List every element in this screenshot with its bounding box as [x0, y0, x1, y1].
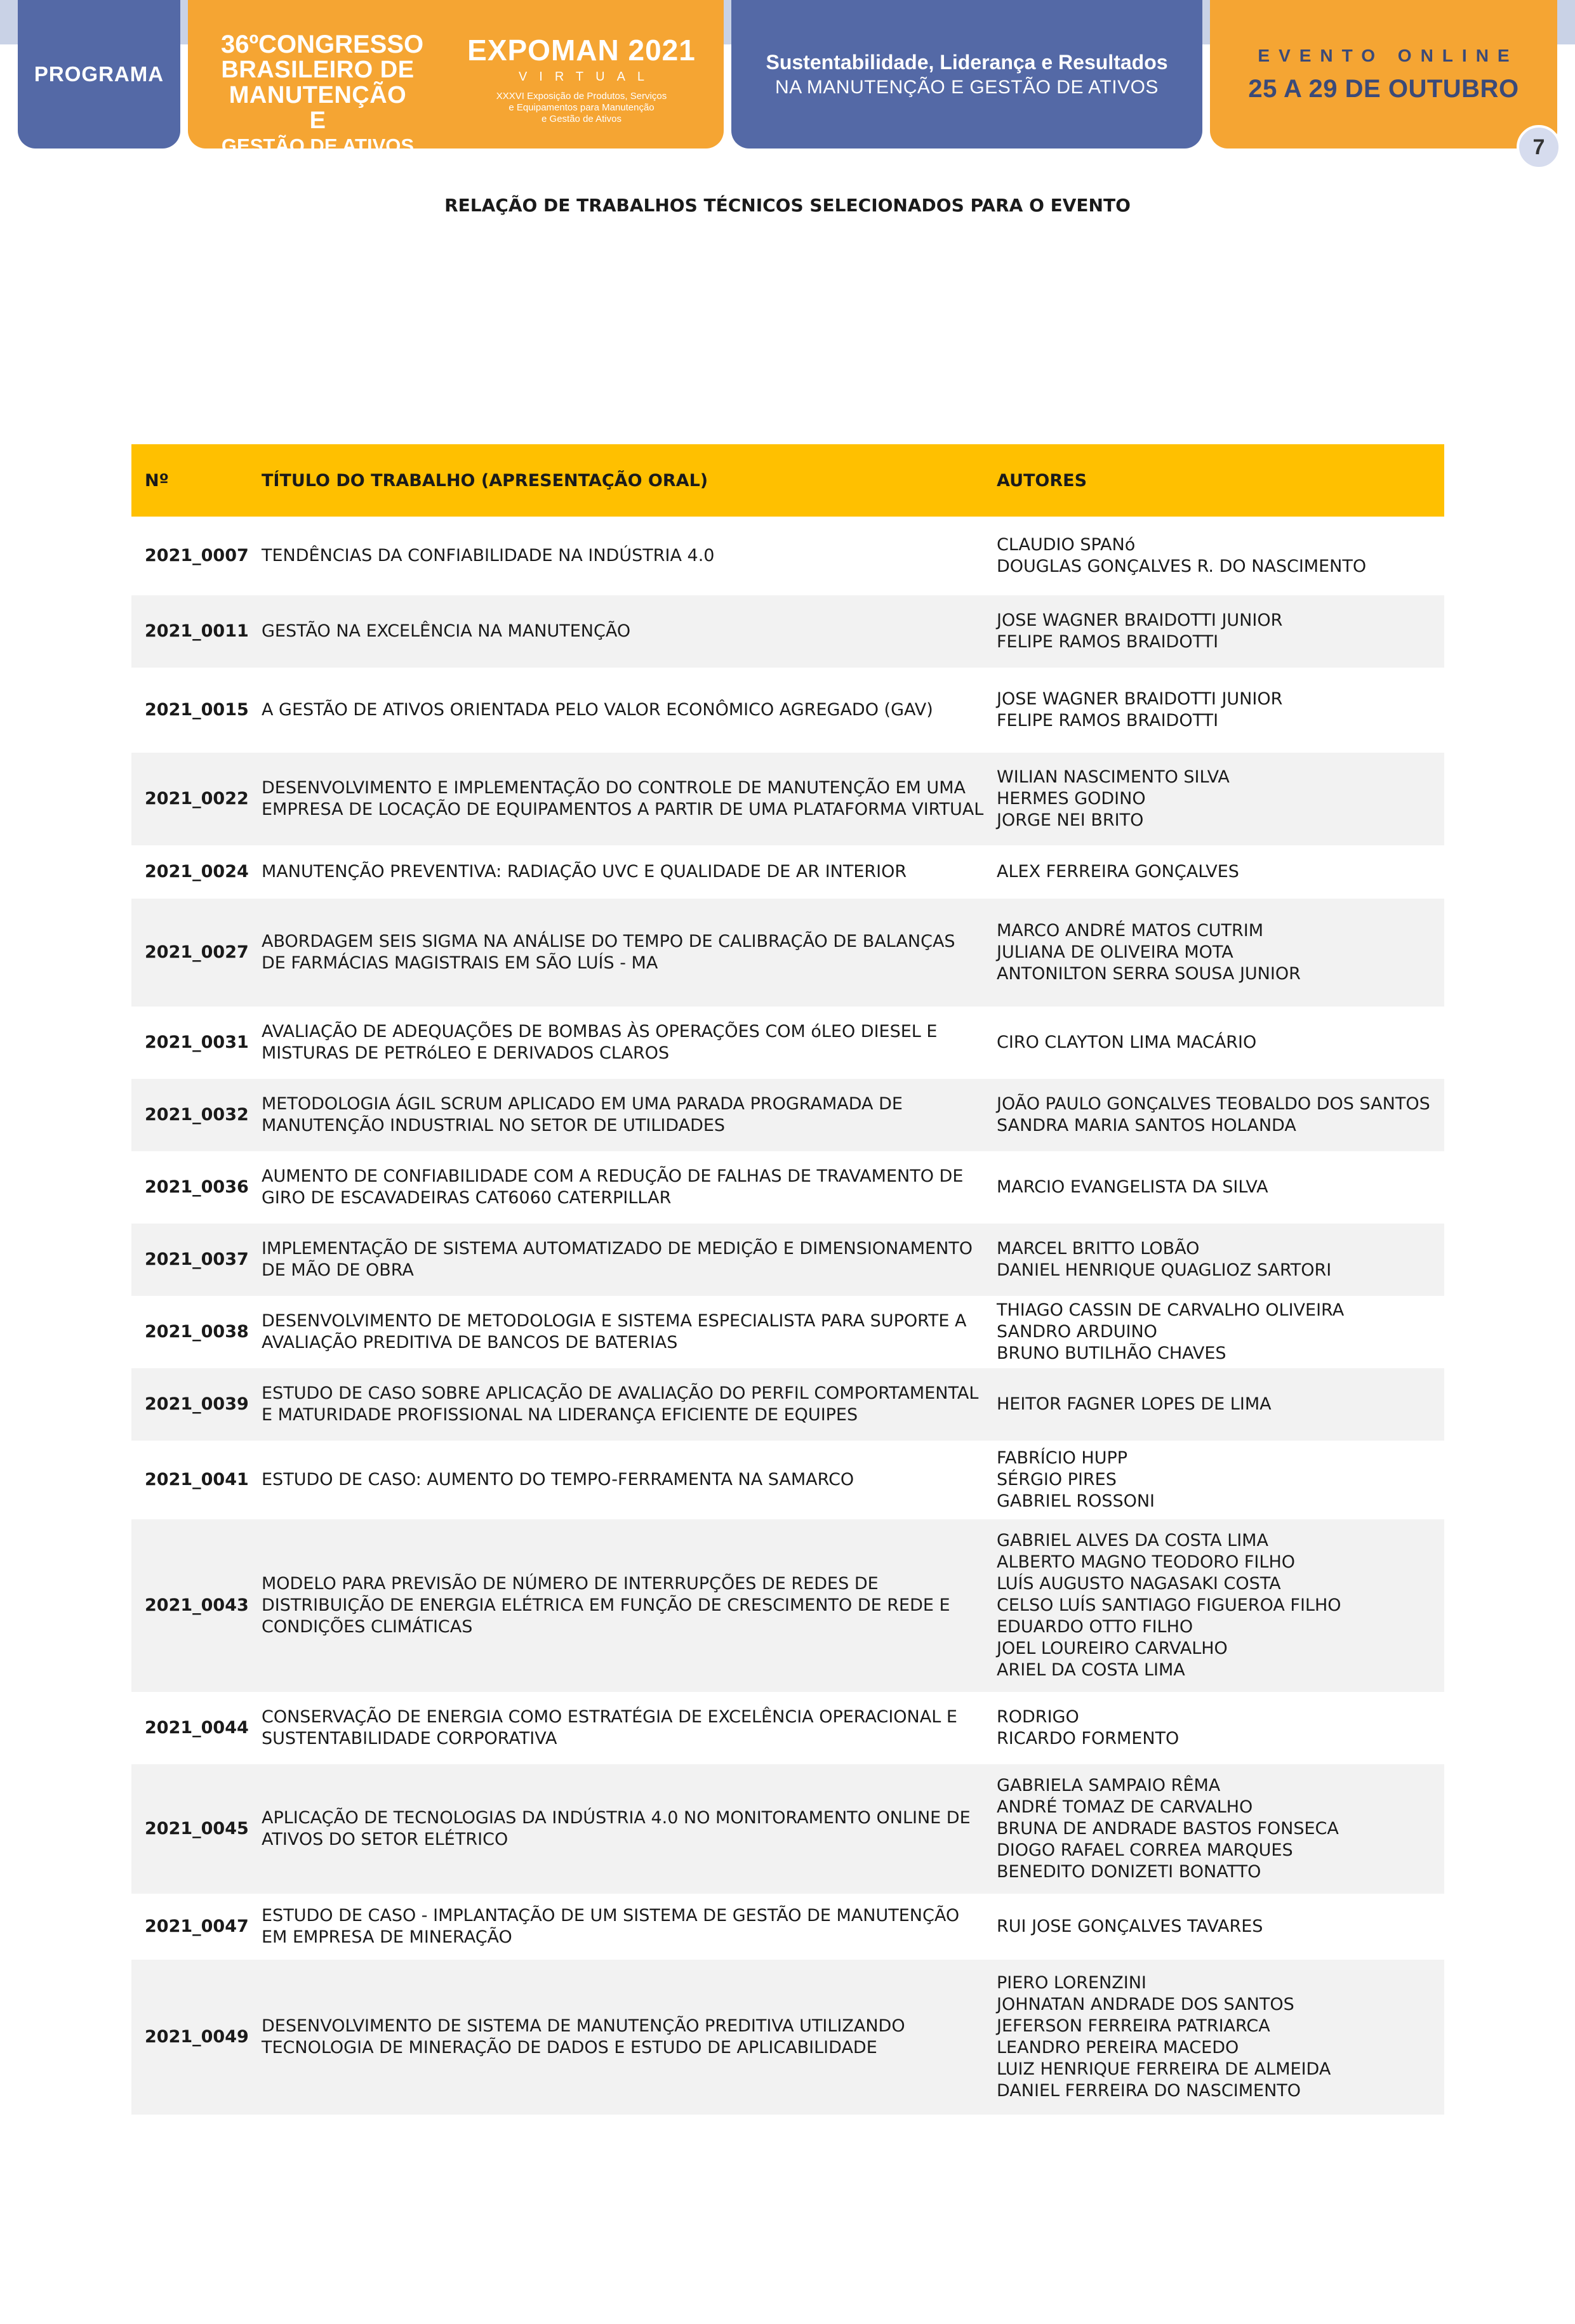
author-name: SÉRGIO PIRES: [997, 1470, 1117, 1489]
event-label: EVENTO ONLINE: [1258, 45, 1519, 65]
row-authors: [997, 920, 1444, 985]
author-name: FELIPE RAMOS BRAIDOTTI: [997, 632, 1219, 652]
author-name: JOÃO PAULO GONÇALVES TEOBALDO DOS SANTOS: [997, 1094, 1430, 1114]
author-name: RUI JOSE GONÇALVES TAVARES: [997, 1917, 1263, 1936]
table-row: [131, 1296, 1444, 1368]
programa-label: PROGRAMA: [34, 62, 164, 86]
row-number: 2021_0031: [145, 1033, 249, 1052]
row-authors: [997, 534, 1444, 578]
row-number: 2021_0041: [145, 1470, 249, 1489]
author-name: HEITOR FAGNER LOPES DE LIMA: [997, 1394, 1272, 1414]
author-name: LUIZ HENRIQUE FERREIRA DE ALMEIDA: [997, 2059, 1331, 2079]
table-row: [131, 1007, 1444, 1079]
tagline-banner: [731, 0, 1202, 149]
author-name: DANIEL HENRIQUE QUAGLIOZ SARTORI: [997, 1260, 1332, 1280]
table-row: [131, 753, 1444, 845]
author-name: SANDRO ARDUINO: [997, 1322, 1157, 1342]
table-row: [131, 1764, 1444, 1894]
row-number: 2021_0039: [145, 1394, 249, 1414]
row-title: DESENVOLVIMENTO E IMPLEMENTAÇÃO DO CONTROLE DE MANUTENÇÃO EM UMA EMPRESA DE LOCAÇÃO DE EQUIPAMENTOS A PARTIR DE UMA PLATAFORMA VIRTUAL: [262, 778, 984, 819]
author-name: GABRIEL ROSSONI: [997, 1491, 1155, 1511]
row-authors: [997, 1916, 1444, 1938]
author-name: LEANDRO PEREIRA MACEDO: [997, 2038, 1239, 2057]
row-number: 2021_0037: [145, 1250, 249, 1269]
author-name: PIERO LORENZINI: [997, 1973, 1146, 1993]
author-name: EDUARDO OTTO FILHO: [997, 1617, 1193, 1637]
header-number: Nº: [145, 470, 169, 491]
author-name: ALBERTO MAGNO TEODORO FILHO: [997, 1552, 1295, 1572]
congress-line-2: BRASILEIRO DE: [221, 56, 415, 83]
expoman-desc-line-2: e Equipamentos para Manutenção: [508, 102, 655, 113]
table-row: [131, 1079, 1444, 1151]
row-number: 2021_0043: [145, 1595, 249, 1615]
row-title: GESTÃO NA EXCELÊNCIA NA MANUTENÇÃO: [262, 621, 631, 641]
author-name: JOSE WAGNER BRAIDOTTI JUNIOR: [997, 689, 1283, 709]
author-name: SANDRA MARIA SANTOS HOLANDA: [997, 1116, 1296, 1135]
author-name: MARCEL BRITTO LOBÃO: [997, 1239, 1200, 1258]
author-name: FABRÍCIO HUPP: [997, 1448, 1128, 1468]
author-name: RICARDO FORMENTO: [997, 1729, 1180, 1748]
table-row: [131, 845, 1444, 899]
author-name: JOSE WAGNER BRAIDOTTI JUNIOR: [997, 611, 1283, 630]
author-name: LUÍS AUGUSTO NAGASAKI COSTA: [997, 1574, 1281, 1594]
row-title: ESTUDO DE CASO - IMPLANTAÇÃO DE UM SISTEMA DE GESTÃO DE MANUTENÇÃO EM EMPRESA DE MINERAÇÃO: [262, 1906, 960, 1947]
congress-line-1: 36ºCONGRESSO: [221, 30, 424, 58]
row-authors: [997, 861, 1444, 883]
table-row: [131, 1960, 1444, 2115]
row-title: METODOLOGIA ÁGIL SCRUM APLICADO EM UMA PARADA PROGRAMADA DE MANUTENÇÃO INDUSTRIAL NO SETOR DE UTILIDADES: [262, 1094, 903, 1135]
author-name: JULIANA DE OLIVEIRA MOTA: [997, 942, 1233, 962]
row-title: CONSERVAÇÃO DE ENERGIA COMO ESTRATÉGIA DE EXCELÊNCIA OPERACIONAL E SUSTENTABILIDADE CORPORATIVA: [262, 1707, 957, 1748]
expoman-desc-line-3: e Gestão de Ativos: [542, 114, 621, 124]
congress-logo-text: [221, 30, 424, 159]
works-table: [131, 444, 1444, 2115]
header-title: TÍTULO DO TRABALHO (APRESENTAÇÃO ORAL): [262, 470, 708, 491]
row-title: DESENVOLVIMENTO DE SISTEMA DE MANUTENÇÃO PREDITIVA UTILIZANDO TECNOLOGIA DE MINERAÇÃO DE DADOS E ESTUDO DE APLICABILIDADE: [262, 2016, 905, 2057]
author-name: ANDRÉ TOMAZ DE CARVALHO: [997, 1797, 1253, 1817]
table-row: [131, 668, 1444, 753]
author-name: FELIPE RAMOS BRAIDOTTI: [997, 711, 1219, 730]
author-name: ARIEL DA COSTA LIMA: [997, 1660, 1185, 1680]
row-authors: [997, 1300, 1444, 1364]
event-date-banner: [1210, 0, 1557, 149]
row-authors: [997, 1775, 1444, 1883]
row-number: 2021_0047: [145, 1917, 249, 1936]
author-name: ALEX FERREIRA GONÇALVES: [997, 862, 1239, 881]
row-authors: [997, 767, 1444, 831]
row-authors: [997, 1530, 1444, 1681]
table-row: [131, 1519, 1444, 1692]
author-name: JORGE NEI BRITO: [997, 810, 1144, 830]
row-authors: [997, 689, 1444, 732]
table-row: [131, 595, 1444, 668]
expoman-virtual: VIRTUAL: [518, 70, 657, 84]
expoman-title: EXPOMAN 2021: [467, 34, 696, 67]
author-name: BRUNO BUTILHÃO CHAVES: [997, 1344, 1226, 1363]
table-row: [131, 1151, 1444, 1224]
row-number: 2021_0045: [145, 1819, 249, 1839]
row-title: IMPLEMENTAÇÃO DE SISTEMA AUTOMATIZADO DE MEDIÇÃO E DIMENSIONAMENTO DE MÃO DE OBRA: [262, 1239, 973, 1280]
row-title: MODELO PARA PREVISÃO DE NÚMERO DE INTERRUPÇÕES DE REDES DE DISTRIBUIÇÃO DE ENERGIA ELÉTRICA EM FUNÇÃO DE CRESCIMENTO DE REDE E CONDIÇÕES CLIMÁTICAS: [262, 1574, 950, 1637]
row-number: 2021_0024: [145, 862, 249, 881]
row-title: ABORDAGEM SEIS SIGMA NA ANÁLISE DO TEMPO DE CALIBRAÇÃO DE BALANÇAS DE FARMÁCIAS MAGISTRAIS EM SÃO LUÍS - MA: [262, 932, 955, 973]
author-name: CLAUDIO SPANó: [997, 535, 1136, 555]
row-number: 2021_0032: [145, 1105, 249, 1125]
table-row: [131, 899, 1444, 1007]
row-number: 2021_0007: [145, 546, 249, 565]
row-number: 2021_0015: [145, 700, 249, 720]
row-title: APLICAÇÃO DE TECNOLOGIAS DA INDÚSTRIA 4.0 NO MONITORAMENTO ONLINE DE ATIVOS DO SETOR ELÉTRICO: [262, 1808, 971, 1849]
row-number: 2021_0049: [145, 2027, 249, 2047]
row-authors: [997, 1093, 1444, 1137]
row-authors: [997, 1394, 1444, 1415]
row-title: A GESTÃO DE ATIVOS ORIENTADA PELO VALOR ECONÔMICO AGREGADO (GAV): [262, 700, 933, 720]
congress-line-3: MANUTENÇÃO E: [229, 82, 407, 134]
header-authors: AUTORES: [997, 470, 1087, 491]
author-name: CIRO CLAYTON LIMA MACÁRIO: [997, 1033, 1257, 1052]
table-body: [131, 517, 1444, 2115]
row-number: 2021_0044: [145, 1718, 249, 1738]
congress-line-4: GESTÃO DE ATIVOS: [221, 135, 415, 157]
row-title: AVALIAÇÃO DE ADEQUAÇÕES DE BOMBAS ÀS OPERAÇÕES COM óLEO DIESEL E MISTURAS DE PETRóLEO E DERIVADOS CLAROS: [262, 1022, 938, 1063]
expoman-logo-text: [461, 33, 702, 125]
row-authors: [997, 1177, 1444, 1198]
congress-banner: [188, 0, 724, 157]
author-name: CELSO LUÍS SANTIAGO FIGUEROA FILHO: [997, 1595, 1341, 1615]
table-header-row: [131, 444, 1444, 517]
table-row: [131, 1692, 1444, 1764]
row-number: 2021_0027: [145, 942, 249, 962]
author-name: MARCIO EVANGELISTA DA SILVA: [997, 1177, 1268, 1197]
row-number: 2021_0011: [145, 621, 249, 641]
author-name: BENEDITO DONIZETI BONATTO: [997, 1862, 1261, 1882]
author-name: WILIAN NASCIMENTO SILVA: [997, 767, 1230, 787]
tagline-secondary: NA MANUTENÇÃO E GESTÃO DE ATIVOS: [775, 76, 1159, 98]
author-name: ANTONILTON SERRA SOUSA JUNIOR: [997, 964, 1301, 984]
expoman-description: [461, 91, 702, 125]
author-name: THIAGO CASSIN DE CARVALHO OLIVEIRA: [997, 1300, 1345, 1320]
table-row: [131, 1224, 1444, 1296]
row-title: ESTUDO DE CASO: AUMENTO DO TEMPO-FERRAMENTA NA SAMARCO: [262, 1470, 854, 1489]
row-title: MANUTENÇÃO PREVENTIVA: RADIAÇÃO UVC E QUALIDADE DE AR INTERIOR: [262, 862, 907, 881]
row-authors: [997, 1032, 1444, 1053]
author-name: HERMES GODINO: [997, 789, 1146, 809]
row-number: 2021_0036: [145, 1177, 249, 1197]
programa-tab[interactable]: [18, 0, 180, 149]
author-name: DIOGO RAFAEL CORREA MARQUES: [997, 1840, 1293, 1860]
row-authors: [997, 1448, 1444, 1512]
author-name: RODRIGO: [997, 1707, 1079, 1727]
document-title: RELAÇÃO DE TRABALHOS TÉCNICOS SELECIONADOS PARA O EVENTO: [444, 195, 1131, 216]
author-name: JOHNATAN ANDRADE DOS SANTOS: [997, 1995, 1294, 2014]
row-number: 2021_0038: [145, 1322, 249, 1342]
row-authors: [997, 610, 1444, 653]
row-title: ESTUDO DE CASO SOBRE APLICAÇÃO DE AVALIAÇÃO DO PERFIL COMPORTAMENTAL E MATURIDADE PROFISSIONAL NA LIDERANÇA EFICIENTE DE EQUIPES: [262, 1383, 979, 1425]
author-name: DANIEL FERREIRA DO NASCIMENTO: [997, 2081, 1301, 2101]
page-number-badge: 7: [1517, 125, 1561, 169]
tagline-primary: Sustentabilidade, Liderança e Resultados: [766, 50, 1168, 74]
table-row: [131, 1894, 1444, 1960]
author-name: JEFERSON FERREIRA PATRIARCA: [997, 2016, 1270, 2036]
author-name: GABRIEL ALVES DA COSTA LIMA: [997, 1531, 1268, 1550]
row-title: TENDÊNCIAS DA CONFIABILIDADE NA INDÚSTRIA 4.0: [262, 546, 715, 565]
expoman-desc-line-1: XXXVI Exposição de Produtos, Serviços: [496, 91, 667, 102]
author-name: DOUGLAS GONÇALVES R. DO NASCIMENTO: [997, 557, 1367, 576]
author-name: GABRIELA SAMPAIO RÊMA: [997, 1776, 1221, 1795]
author-name: JOEL LOUREIRO CARVALHO: [997, 1639, 1228, 1658]
table-row: [131, 1441, 1444, 1519]
row-authors: [997, 1707, 1444, 1750]
table-row: [131, 1368, 1444, 1441]
row-title: DESENVOLVIMENTO DE METODOLOGIA E SISTEMA ESPECIALISTA PARA SUPORTE A AVALIAÇÃO PREDITIVA DE BANCOS DE BATERIAS: [262, 1311, 967, 1352]
author-name: BRUNA DE ANDRADE BASTOS FONSECA: [997, 1819, 1339, 1839]
row-authors: [997, 1238, 1444, 1281]
row-title: AUMENTO DE CONFIABILIDADE COM A REDUÇÃO DE FALHAS DE TRAVAMENTO DE GIRO DE ESCAVADEIRAS CAT6060 CATERPILLAR: [262, 1166, 964, 1208]
row-authors: [997, 1972, 1444, 2102]
table-row: [131, 517, 1444, 595]
author-name: MARCO ANDRÉ MATOS CUTRIM: [997, 921, 1263, 941]
row-number: 2021_0022: [145, 789, 249, 809]
event-dates: 25 A 29 DE OUTUBRO: [1248, 74, 1519, 103]
